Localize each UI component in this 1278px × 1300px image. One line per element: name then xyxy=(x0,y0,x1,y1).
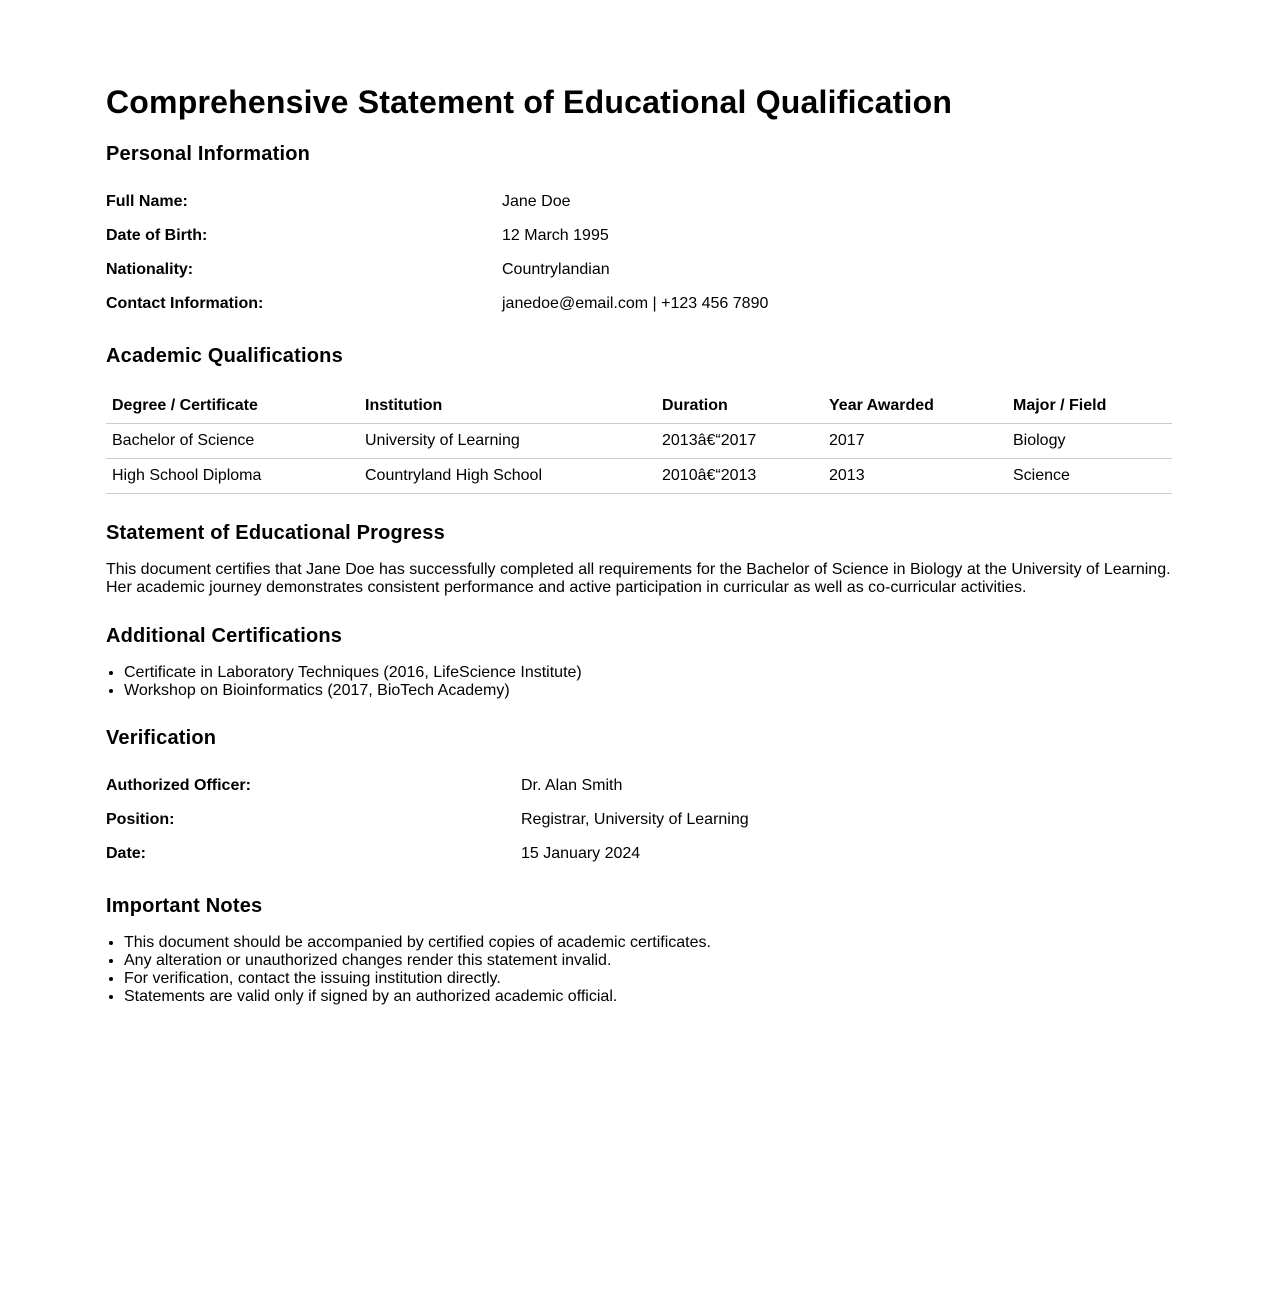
contact-info-value: janedoe@email.com | +123 456 7890 xyxy=(502,295,769,312)
table-cell: Bachelor of Science xyxy=(106,424,359,459)
important-notes-heading: Important Notes xyxy=(106,895,263,917)
verification-table xyxy=(106,769,1172,871)
column-header-major: Major / Field xyxy=(1007,388,1172,424)
column-header-duration: Duration xyxy=(656,388,823,424)
academic-qualifications-table xyxy=(106,388,1172,494)
date-label: Date: xyxy=(106,845,147,862)
personal-info-heading: Personal Information xyxy=(106,143,311,165)
verification-heading: Verification xyxy=(106,727,217,749)
full-name-label: Full Name: xyxy=(106,193,188,210)
column-header-institution: Institution xyxy=(359,388,656,424)
verification-row xyxy=(106,803,1172,837)
table-cell: University of Learning xyxy=(359,424,656,459)
additional-certifications-heading: Additional Certifications xyxy=(106,625,343,647)
important-notes-list xyxy=(106,934,1172,1006)
table-header-row xyxy=(106,388,1172,424)
table-row xyxy=(106,424,1172,459)
list-item: • This document should be accompanied by certified copies of academic certificates. xyxy=(124,934,1172,952)
educational-progress-statement: This document certifies that Jane Doe has successfully completed all requirements for the Bachelor of Science in Biology at the University of Learning. Her academic journey demonstrates consistent performance and active participation in curricular as well as co-curricular activities. xyxy=(106,561,1171,596)
verification-row xyxy=(106,837,1172,871)
table-row xyxy=(106,459,1172,494)
contact-info-label: Contact Information: xyxy=(106,295,264,312)
nationality-value: Countrylandian xyxy=(502,261,610,278)
authorized-officer-label: Authorized Officer: xyxy=(106,777,251,794)
personal-info-row xyxy=(106,253,1172,287)
position-label: Position: xyxy=(106,811,175,828)
academic-qualifications-heading: Academic Qualifications xyxy=(106,345,343,367)
full-name-value: Jane Doe xyxy=(502,193,571,210)
list-item: • Workshop on Bioinformatics (2017, BioTech Academy) xyxy=(124,682,1172,700)
table-cell: 2017 xyxy=(823,424,1007,459)
list-item: • Any alteration or unauthorized changes render this statement invalid. xyxy=(124,952,1172,970)
position-value: Registrar, University of Learning xyxy=(521,811,749,828)
educational-progress-heading: Statement of Educational Progress xyxy=(106,522,445,544)
certifications-list xyxy=(106,664,1172,700)
date-of-birth-label: Date of Birth: xyxy=(106,227,208,244)
nationality-label: Nationality: xyxy=(106,261,194,278)
column-header-year-awarded: Year Awarded xyxy=(823,388,1007,424)
table-cell: Science xyxy=(1007,459,1172,494)
list-item: • For verification, contact the issuing institution directly. xyxy=(124,970,1172,988)
table-cell: Countryland High School xyxy=(359,459,656,494)
list-item: • Statements are valid only if signed by an authorized academic official. xyxy=(124,988,1172,1006)
table-cell: 2013 xyxy=(823,459,1007,494)
personal-info-row xyxy=(106,219,1172,253)
page-title: Comprehensive Statement of Educational Qualification xyxy=(106,84,953,120)
list-item: • Certificate in Laboratory Techniques (2016, LifeScience Institute) xyxy=(124,664,1172,682)
personal-info-row xyxy=(106,287,1172,321)
authorized-officer-value: Dr. Alan Smith xyxy=(521,777,623,794)
personal-info-row xyxy=(106,185,1172,219)
verification-row xyxy=(106,769,1172,803)
date-of-birth-value: 12 March 1995 xyxy=(502,227,609,244)
table-cell: 2013â€“2017 xyxy=(656,424,823,459)
document-page xyxy=(106,0,1172,1006)
personal-info-table xyxy=(106,185,1172,321)
date-value: 15 January 2024 xyxy=(521,845,641,862)
table-cell: High School Diploma xyxy=(106,459,359,494)
column-header-degree: Degree / Certificate xyxy=(106,388,359,424)
table-cell: 2010â€“2013 xyxy=(656,459,823,494)
table-cell: Biology xyxy=(1007,424,1172,459)
